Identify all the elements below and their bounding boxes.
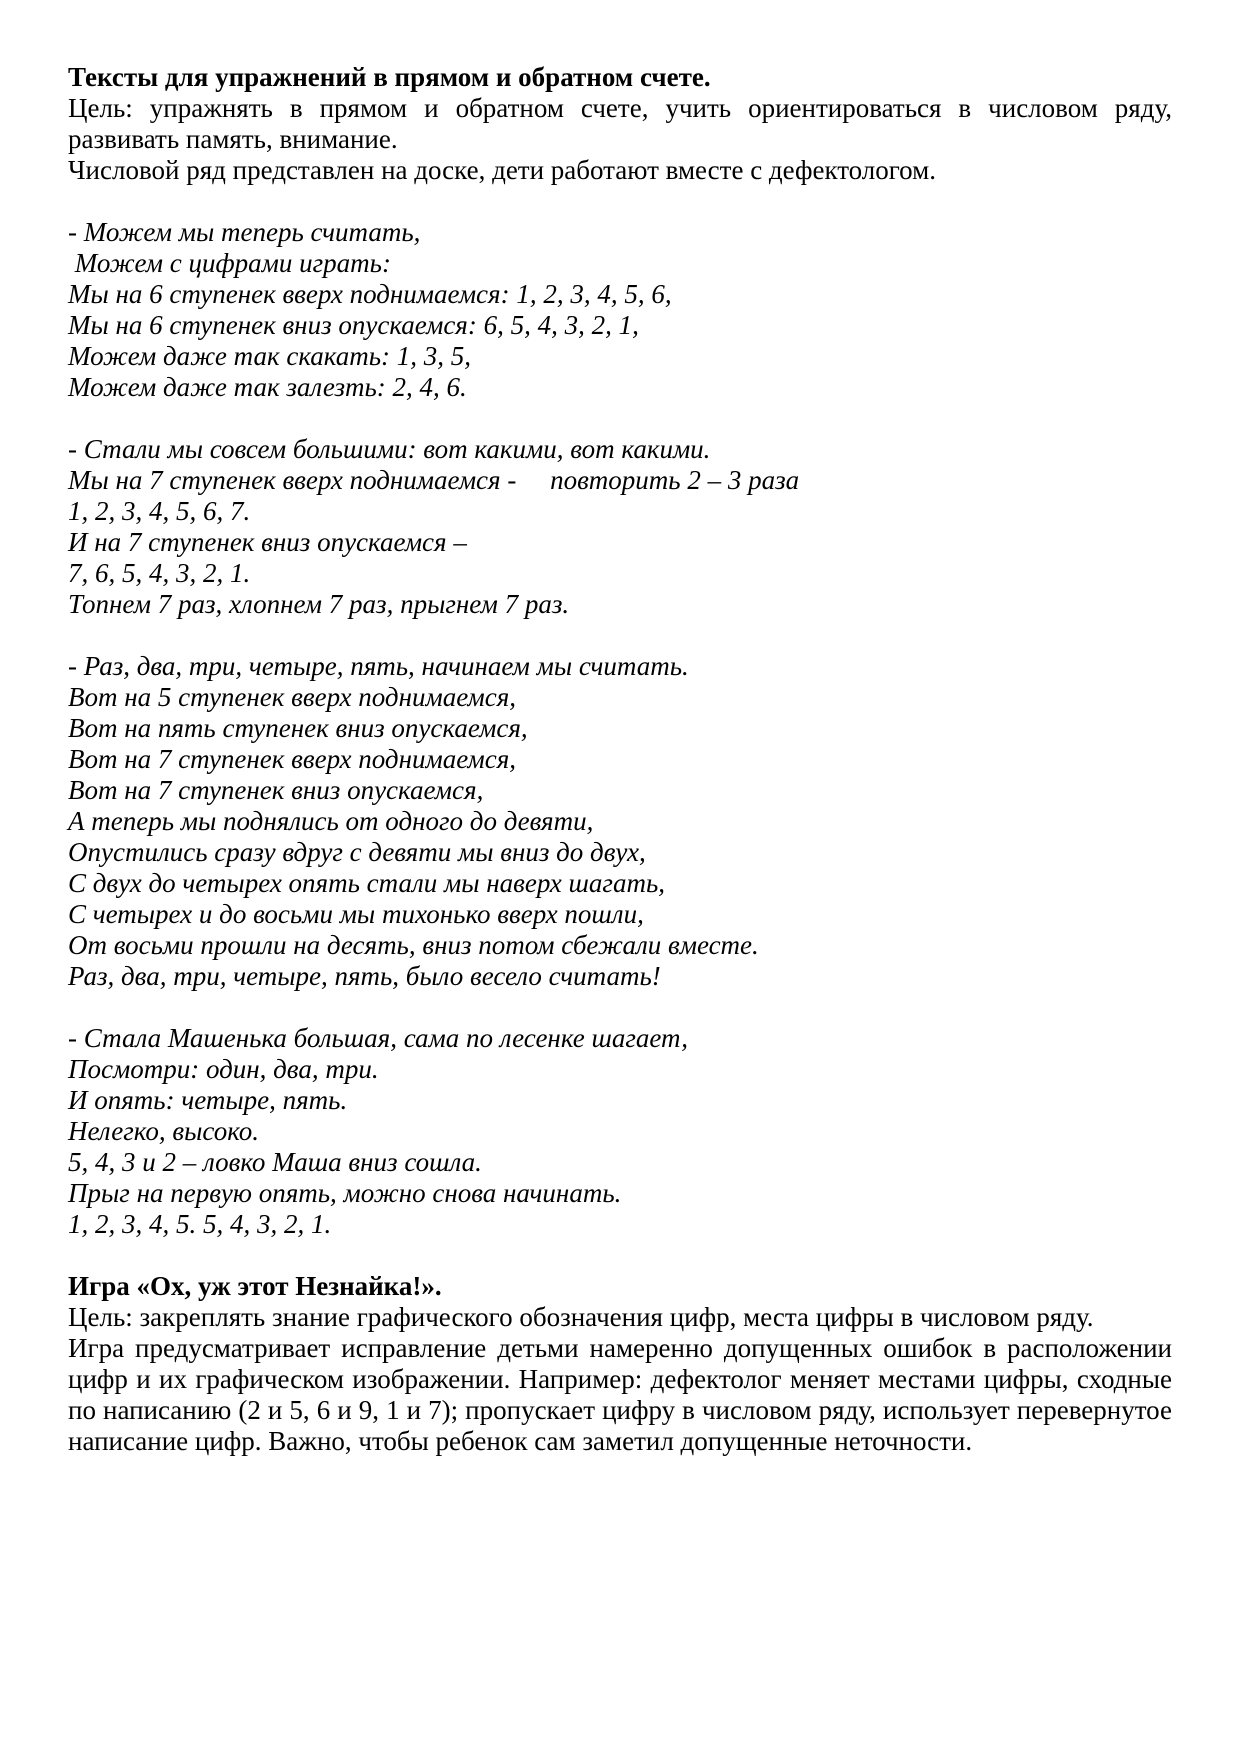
body-paragraph: Числовой ряд представлен на доске, дети работают вместе с дефектологом. [68,155,937,185]
verse-line: Вот на пять ступенек вниз опускаемся, [68,713,528,743]
blank-line [68,186,1172,217]
verse-line: И на 7 ступенек вниз опускаемся – [68,527,467,557]
verse-stanza [68,1023,1172,1240]
verse-line: Вот на 5 ступенек вверх поднимаемся, [68,682,517,712]
verse-line: С четырех и до восьми мы тихонько вверх пошли, [68,899,644,929]
verse-line: От восьми прошли на десять, вниз потом сбежали вместе. [68,930,759,960]
verse-line: Вот на 7 ступенек вверх поднимаемся, [68,744,517,774]
verse-line: 5, 4, 3 и 2 – ловко Маша вниз сошла. [68,1147,482,1177]
verse-line: - Раз, два, три, четыре, пять, начинаем мы считать. [68,651,689,681]
verse-line: Опустились сразу вдруг с девяти мы вниз до двух, [68,837,646,867]
blank-line [68,1240,1172,1271]
verse-line: - Можем мы теперь считать, [68,217,421,247]
verse-line: Можем даже так скакать: 1, 3, 5, [68,341,472,371]
verse-stanza [68,217,1172,403]
verse-line: И опять: четыре, пять. [68,1085,348,1115]
verse-line: Мы на 7 ступенек вверх поднимаемся - повторить 2 – 3 раза [68,465,800,495]
verse-line: - Стала Машенька большая, сама по лесенке шагает, [68,1023,688,1053]
verse-line: 7, 6, 5, 4, 3, 2, 1. [68,558,251,588]
body-paragraph: Цель: закреплять знание графического обозначения цифр, места цифры в числовом ряду. [68,1302,1094,1332]
verse-line: С двух до четырех опять стали мы наверх шагать, [68,868,665,898]
verse-line: А теперь мы поднялись от одного до девяти, [68,806,594,836]
verse-line: Прыг на первую опять, можно снова начинать. [68,1178,622,1208]
section-heading: Игра «Ох, уж этот Незнайка!». [68,1271,442,1301]
document-body [68,62,1172,1457]
verse-line: Мы на 6 ступенек вверх поднимаемся: 1, 2, 3, 4, 5, 6, [68,279,672,309]
blank-line [68,620,1172,651]
verse-line: 1, 2, 3, 4, 5, 6, 7. [68,496,251,526]
verse-line: Топнем 7 раз, хлопнем 7 раз, прыгнем 7 раз. [68,589,570,619]
body-paragraph: Игра предусматривает исправление детьми намеренно допущенных ошибок в расположении цифр и их графическом изображении. Например: дефектолог меняет местами цифры, сходные по написанию (2 и 5, 6 и 9, 1 и 7); пропускает цифру в числовом ряду, использует перевернутое написание цифр. Важно, чтобы ребенок сам заметил допущенные неточности. [68,1333,1172,1456]
verse-line: - Стали мы совсем большими: вот какими, вот какими. [68,434,711,464]
verse-line: Можем с цифрами играть: [68,248,391,278]
blank-line [68,403,1172,434]
blank-line [68,992,1172,1023]
verse-line: Посмотри: один, два, три. [68,1054,379,1084]
verse-stanza [68,434,1172,620]
body-paragraph: Цель: упражнять в прямом и обратном счете, учить ориентироваться в числовом ряду, развивать память, внимание. [68,93,1172,154]
verse-line: Мы на 6 ступенек вниз опускаемся: 6, 5, 4, 3, 2, 1, [68,310,639,340]
verse-line: Можем даже так залезть: 2, 4, 6. [68,372,467,402]
verse-stanza [68,651,1172,992]
verse-line: Вот на 7 ступенек вниз опускаемся, [68,775,484,805]
verse-line: Раз, два, три, четыре, пять, было весело считать! [68,961,661,991]
section-heading: Тексты для упражнений в прямом и обратном счете. [68,62,711,92]
verse-line: Нелегко, высоко. [68,1116,260,1146]
verse-line: 1, 2, 3, 4, 5. 5, 4, 3, 2, 1. [68,1209,332,1239]
